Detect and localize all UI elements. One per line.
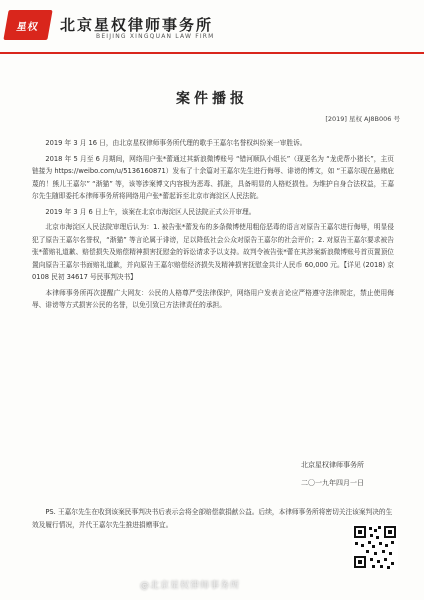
document-number: [2019] 星权 AJ8B006 号: [325, 115, 400, 123]
document-body: [32, 130, 394, 315]
paragraph-intro: 2019 年 3 月 16 日，由北京星权律师事务所代理的歌手王嘉尔名誉权纠纷案一审胜诉。: [45, 139, 307, 147]
postscript: PS. 王嘉尔先生在收到该案民事判决书后表示会将全部赔偿款捐献公益。后续，本律师事务所将密切关注该案判决的生效及履行情况，并代王嘉尔先生推进捐赠事宜。: [32, 508, 393, 529]
signature-date: 二〇一九年四月一日: [301, 479, 364, 487]
firm-name-chinese: 北京星权律师事务所: [60, 16, 214, 34]
document-title: 案件播报: [176, 91, 248, 107]
paragraph-judgment: 北京市海淀区人民法院审理后认为：1. 被告张*蕾发布的多条微博使用粗俗恶毒的语言对原告王嘉尔进行侮辱，明显侵犯了原告王嘉尔名誉权，“渐猫” 等言论属于诽谤，足以降低社会公众对原告王嘉尔的社会评价；2. 对原告王嘉尔要求被告张*蕾赔礼道歉、赔偿损失及赔偿精神损害抚慰金的诉讼请求予以支持。故判令被告张*蕾在其涉案新浪微博账号首页置顶位置向原告王嘉尔书面赔礼道歉，并向原告王嘉尔赔偿经济损失及精神损害抚慰金共计人民币 60,000 元。【详见 (2018) 京 0108 民初 34617 号民事判决书】: [32, 223, 394, 281]
paragraph-hearing: 2019 年 3 月 6 日上午，该案在北京市海淀区人民法院正式公开审理。: [45, 207, 256, 216]
signature-block: [301, 456, 364, 492]
watermark: @北京星权律师事务所: [140, 581, 241, 591]
logo-text: 星权: [15, 21, 40, 33]
paragraph-reminder: 本律师事务所再次提醒广大网友：公民的人格尊严受法律保护，网络用户发表言论应严格遵守法律规定，禁止使用侮辱、诽谤等方式损害公民的名誉，以免引致已方法律责任的承担。: [32, 288, 394, 309]
signature-firm: 北京星权律师事务所: [301, 461, 364, 469]
firm-name-english: BEIJING XINGQUAN LAW FIRM: [96, 33, 215, 40]
paragraph-background: 2018 年 5 月至 6 月期间，网络用户张*蕾通过其新浪微博账号 “错河顺队小组长”（现更名为 “龙虎帮小猪长”，主页链接为 https://weibo.com/u/5136160871）发布了十余篇对王嘉尔先生进行侮辱、诽谤的博文，如 “王嘉尔现在悬赌庇蔑的！熊儿王嘉尔” “渐猫” 等，该等涉案博文内容极为恶毒、抓脏，具备明显的人格贬损性。为维护自身合法权益，王嘉尔先生随即委托本律师事务所将网络用户张*蕾起诉至北京市海淀区人民法院。: [32, 154, 394, 200]
qr-code-icon: [352, 524, 398, 570]
firm-logo: [3, 10, 52, 40]
letterhead: [0, 0, 424, 54]
